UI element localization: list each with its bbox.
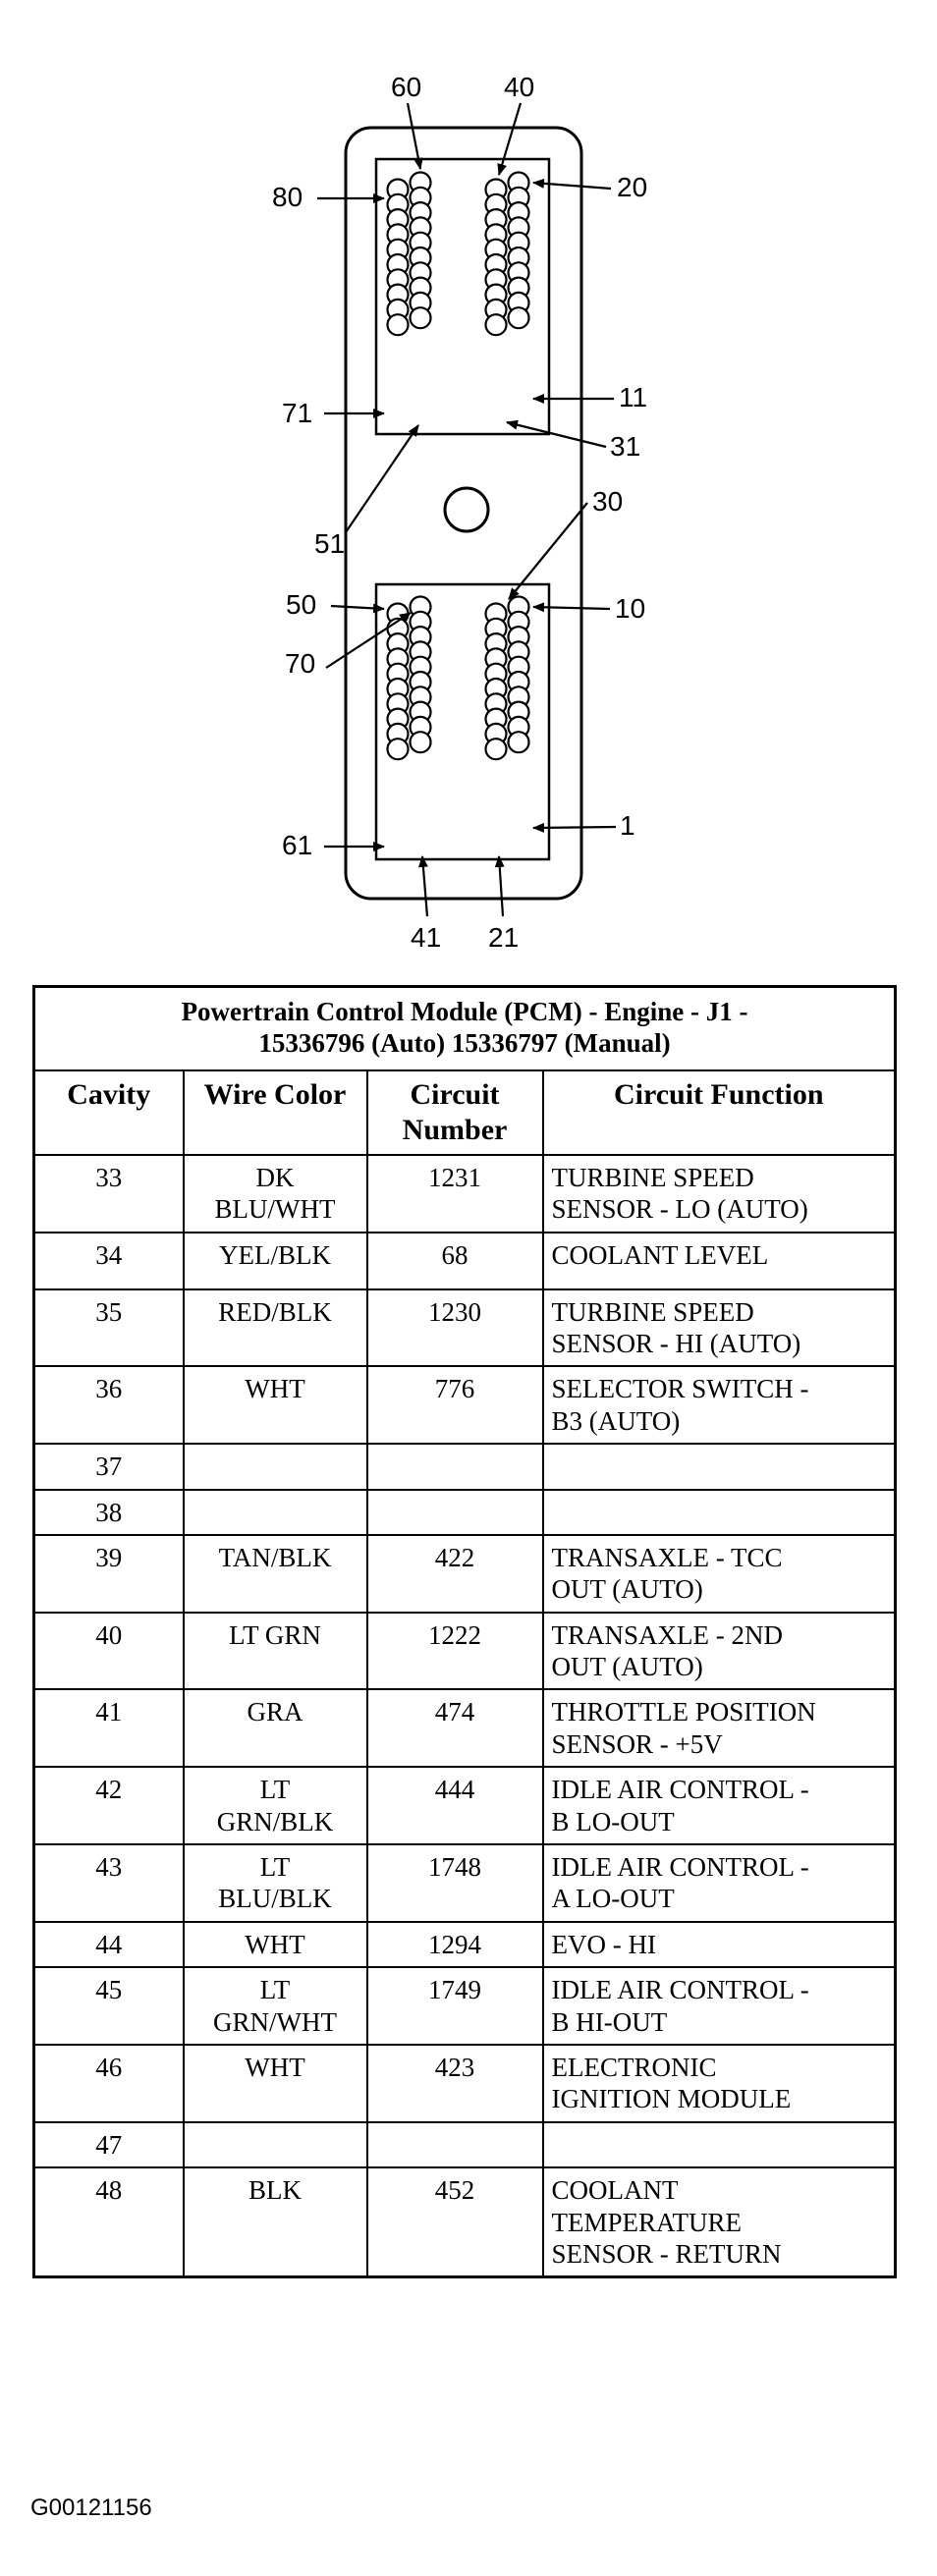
circuit-function-line: B HI-OUT: [551, 2006, 668, 2037]
cell-wire-color: [184, 1689, 367, 1767]
circuit-function-line: TURBINE SPEED: [551, 1162, 754, 1192]
pin-cavity: [411, 307, 431, 328]
wire-color-line: LT: [259, 1775, 291, 1805]
cell-wire-color: [184, 1967, 367, 2045]
table-row: [34, 1444, 896, 1489]
pcm-pinout-table: [32, 985, 897, 2278]
leader-arrow: [499, 856, 503, 916]
wire-color-line: GRN/WHT: [213, 2006, 337, 2037]
table-row: [34, 2167, 896, 2277]
upper-center-divider: [447, 167, 482, 424]
circuit-function-line: SENSOR - +5V: [551, 1728, 723, 1759]
cell-circuit-number: 1294: [367, 1922, 543, 1967]
pin-label-61: 61: [282, 830, 313, 860]
cell-circuit-number: 1230: [367, 1289, 543, 1367]
pin-label-11: 11: [619, 382, 648, 412]
table-body: [34, 1155, 896, 2277]
pin-label-20: 20: [617, 172, 648, 202]
circuit-function-line: COOLANT LEVEL: [551, 1239, 769, 1270]
circuit-function-line: TRANSAXLE - TCC: [551, 1542, 783, 1572]
pin-label-21: 21: [488, 922, 520, 953]
cell-circuit-number: [367, 1490, 543, 1535]
wire-color-line: LT: [259, 1852, 291, 1883]
pin-label-31: 31: [610, 431, 641, 462]
pin-label-1: 1: [620, 810, 635, 841]
table-row: [34, 1233, 896, 1289]
cell-circuit-number: 1222: [367, 1613, 543, 1690]
pcm-table-wrapper: [32, 985, 894, 2278]
table-row: [34, 1613, 896, 1690]
figure-code: G00121156: [30, 2494, 152, 2521]
cell-circuit-number: 776: [367, 1366, 543, 1444]
pin-cavity: [388, 314, 409, 335]
cell-cavity: 33: [34, 1155, 184, 1233]
cell-circuit-function: [543, 1490, 896, 1535]
circuit-function-line: B LO-OUT: [551, 1806, 675, 1836]
cell-cavity: 36: [34, 1366, 184, 1444]
pin-label-41: 41: [411, 922, 442, 953]
pin-cavity: [509, 732, 529, 752]
cell-circuit-number: 1748: [367, 1844, 543, 1922]
table-row: [34, 1844, 896, 1922]
circuit-function-line: TRANSAXLE - 2ND: [551, 1619, 783, 1650]
wire-color-line: WHT: [245, 2052, 305, 2082]
pin-label-30: 30: [592, 486, 624, 517]
wire-color-line: DK: [255, 1162, 295, 1192]
table-title-line-1: Powertrain Control Module (PCM) - Engine - J1 -: [181, 997, 748, 1026]
circuit-function-line: ELECTRONIC: [551, 2052, 717, 2082]
wire-color-line: TAN/BLK: [218, 1542, 332, 1572]
cell-wire-color: [184, 1613, 367, 1690]
cell-wire-color: [184, 1366, 367, 1444]
header-wire-color: Wire Color: [184, 1070, 367, 1155]
pin-label-10: 10: [615, 593, 646, 624]
pin-cavity: [486, 314, 507, 335]
cell-circuit-number: 452: [367, 2167, 543, 2277]
cell-circuit-number: 1749: [367, 1967, 543, 2045]
wire-color-line: BLU/WHT: [214, 1194, 336, 1225]
pin-label-80: 80: [272, 182, 303, 212]
header-circuit-number: Circuit Number: [367, 1070, 543, 1155]
cell-cavity: 42: [34, 1767, 184, 1844]
cell-wire-color: [184, 2045, 367, 2122]
cell-circuit-function: [543, 1289, 896, 1367]
cell-circuit-function: [543, 1689, 896, 1767]
circuit-function-line: SELECTOR SWITCH -: [551, 1374, 809, 1404]
cell-circuit-function: [543, 2167, 896, 2277]
cell-circuit-function: [543, 1922, 896, 1967]
leader-arrow: [533, 183, 611, 189]
pin-label-70: 70: [285, 648, 316, 679]
circuit-function-line: OUT (AUTO): [551, 1574, 703, 1605]
wire-color-line: WHT: [245, 1374, 305, 1404]
cell-cavity: 43: [34, 1844, 184, 1922]
circuit-function-line: SENSOR - LO (AUTO): [551, 1194, 808, 1225]
cell-circuit-function: [543, 1613, 896, 1690]
cell-circuit-number: 68: [367, 1233, 543, 1289]
cell-cavity: 40: [34, 1613, 184, 1690]
circuit-function-line: IDLE AIR CONTROL -: [551, 1852, 809, 1883]
cell-circuit-number: [367, 2122, 543, 2167]
cell-wire-color: [184, 1289, 367, 1367]
cell-wire-color: [184, 1233, 367, 1289]
cell-circuit-number: 444: [367, 1767, 543, 1844]
cell-circuit-function: [543, 1967, 896, 2045]
wire-color-line: GRN/BLK: [216, 1806, 334, 1836]
cell-circuit-function: [543, 1767, 896, 1844]
header-cavity: Cavity: [34, 1070, 184, 1155]
pin-cavity: [486, 739, 507, 759]
cell-cavity: 46: [34, 2045, 184, 2122]
header-circuit-function: Circuit Function: [543, 1070, 896, 1155]
cell-wire-color: [184, 1844, 367, 1922]
leader-arrow: [533, 827, 616, 828]
cell-cavity: 48: [34, 2167, 184, 2277]
circuit-function-line: TEMPERATURE: [551, 2207, 743, 2237]
circuit-function-line: IDLE AIR CONTROL -: [551, 1975, 809, 2005]
cell-wire-color: [184, 1444, 367, 1489]
table-row: [34, 1967, 896, 2045]
table-row: [34, 1366, 896, 1444]
cell-circuit-number: 474: [367, 1689, 543, 1767]
table-row: [34, 1922, 896, 1967]
cell-circuit-function: [543, 1233, 896, 1289]
cell-cavity: 34: [34, 1233, 184, 1289]
wire-color-line: BLK: [248, 2175, 302, 2206]
circuit-function-line: IDLE AIR CONTROL -: [551, 1775, 809, 1805]
pin-label-51: 51: [314, 528, 346, 559]
cell-circuit-function: [543, 2122, 896, 2167]
cell-cavity: 37: [34, 1444, 184, 1489]
leader-arrow: [422, 856, 427, 916]
connector-diagram: [0, 0, 937, 982]
circuit-function-line: TURBINE SPEED: [551, 1296, 754, 1327]
table-title: [34, 987, 896, 1070]
table-row: [34, 2122, 896, 2167]
cell-cavity: 47: [34, 2122, 184, 2167]
pin-label-60: 60: [391, 72, 422, 102]
wire-color-line: RED/BLK: [218, 1296, 332, 1327]
wire-color-line: WHT: [245, 1929, 305, 1959]
cell-wire-color: [184, 1922, 367, 1967]
wire-color-line: YEL/BLK: [219, 1239, 331, 1270]
pin-label-50: 50: [286, 589, 317, 620]
cell-circuit-function: [543, 2045, 896, 2122]
table-title-row: [34, 987, 896, 1070]
cell-wire-color: [184, 1155, 367, 1233]
circuit-function-line: COOLANT: [551, 2175, 679, 2206]
leader-arrow: [346, 425, 418, 532]
cell-circuit-number: 423: [367, 2045, 543, 2122]
wire-color-line: LT GRN: [229, 1619, 321, 1650]
leader-arrow: [533, 607, 610, 609]
wire-color-line: LT: [259, 1975, 291, 2005]
circuit-function-line: SENSOR - RETURN: [551, 2238, 782, 2269]
cell-circuit-function: [543, 1366, 896, 1444]
pin-cavity: [509, 307, 529, 328]
cell-wire-color: [184, 1490, 367, 1535]
circuit-function-line: A LO-OUT: [551, 1884, 675, 1914]
cell-circuit-number: 422: [367, 1535, 543, 1613]
cell-circuit-function: [543, 1444, 896, 1489]
pin-label-71: 71: [282, 398, 313, 428]
table-row: [34, 1490, 896, 1535]
cell-circuit-number: [367, 1444, 543, 1489]
circuit-function-line: EVO - HI: [551, 1929, 656, 1959]
cell-circuit-function: [543, 1535, 896, 1613]
cell-wire-color: [184, 1767, 367, 1844]
table-row: [34, 1535, 896, 1613]
pin-label-40: 40: [504, 72, 535, 102]
cell-circuit-number: 1231: [367, 1155, 543, 1233]
cell-cavity: 45: [34, 1967, 184, 2045]
cell-circuit-function: [543, 1844, 896, 1922]
pin-cavity: [388, 739, 409, 759]
cell-circuit-function: [543, 1155, 896, 1233]
cell-cavity: 35: [34, 1289, 184, 1367]
leader-arrow: [499, 103, 521, 175]
cell-cavity: 38: [34, 1490, 184, 1535]
wire-color-line: GRA: [247, 1697, 303, 1727]
table-row: [34, 2045, 896, 2122]
circuit-function-line: OUT (AUTO): [551, 1652, 703, 1682]
table-title-line-2: 15336796 (Auto) 15336797 (Manual): [258, 1028, 671, 1059]
wire-color-line: BLU/BLK: [218, 1884, 332, 1914]
pin-cavity: [411, 732, 431, 752]
table-header-row: [34, 1070, 896, 1155]
cell-wire-color: [184, 2167, 367, 2277]
circuit-function-line: B3 (AUTO): [551, 1405, 681, 1436]
circuit-function-line: SENSOR - HI (AUTO): [551, 1328, 801, 1358]
circuit-function-line: THROTTLE POSITION: [551, 1697, 816, 1727]
cell-wire-color: [184, 2122, 367, 2167]
cell-cavity: 41: [34, 1689, 184, 1767]
table-row: [34, 1289, 896, 1367]
guide-hole: [445, 488, 488, 531]
table-row: [34, 1767, 896, 1844]
table-row: [34, 1155, 896, 1233]
cell-wire-color: [184, 1535, 367, 1613]
cell-cavity: 44: [34, 1922, 184, 1967]
table-row: [34, 1689, 896, 1767]
circuit-function-line: IGNITION MODULE: [551, 2084, 792, 2114]
cell-cavity: 39: [34, 1535, 184, 1613]
